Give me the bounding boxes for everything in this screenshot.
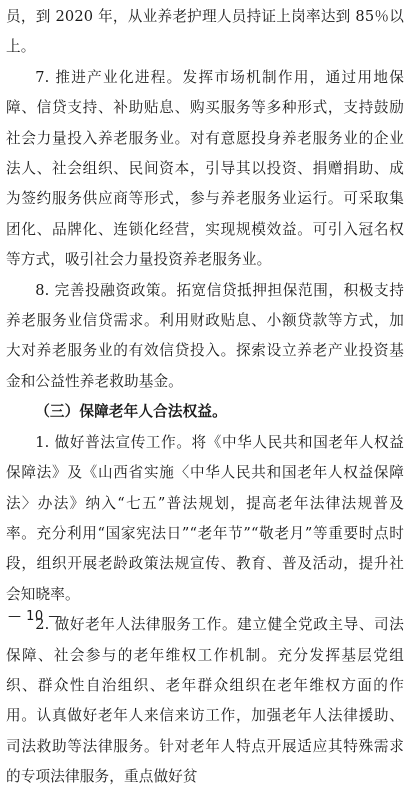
section-heading-rights: （三）保障老年人合法权益。 (35, 403, 227, 421)
paragraph-legal-publicity: 1. 做好普法宣传工作。将《中华人民共和国老年人权益保障法》及《山西省实施〈中华人民共和国老年人权益保障法〉办法》纳入“七五”普法规划，提高老年法律法规普及率。充分利用“国家宪法日”“老年节”“敬老月”等重要时点时段，组织开展老龄政策法规宣传、教育、普及活动，提升社会知晓率。 (6, 433, 404, 603)
paragraph-industrialization: 7. 推进产业化进程。发挥市场机制作用，通过用地保障、信贷支持、补助贴息、购买服务等多种形式，支持鼓励社会力量投入养老服务业。对有意愿投身养老服务业的企业法人、社会组织、民间资本，引导其以投资、捐赠捐助、成为签约服务供应商等形式，参与养老服务业运行。可采取集团化、品牌化、连锁化经营，实现规模效益。可引入冠名权等方式，吸引社会力量投资养老服务业。 (6, 68, 404, 269)
document-body (6, 2, 404, 793)
paragraph-continuation: 员，到 2020 年，从业养老护理人员持证上岗率达到 85％以上。 (6, 8, 404, 56)
page-number: — 10 — (8, 609, 62, 624)
paragraph-investment-financing: 8. 完善投融资政策。拓宽信贷抵押担保范围，积极支持养老服务业信贷需求。利用财政贴息、小额贷款等方式，加大对养老服务业的有效信贷投入。探索设立养老产业投资基金和公益性养老救助基金。 (6, 281, 404, 390)
paragraph-legal-services: 2. 做好老年人法律服务工作。建立健全党政主导、司法保障、社会参与的老年维权工作机制。充分发挥基层党组织、群众性自治组织、老年群众组织在老年维权方面的作用。认真做好老年人来信来访工作，加强老年人法律援助、司法救助等法律服务。针对老年人特点开展适应其特殊需求的专项法律服务，重点做好贫 (6, 616, 404, 786)
